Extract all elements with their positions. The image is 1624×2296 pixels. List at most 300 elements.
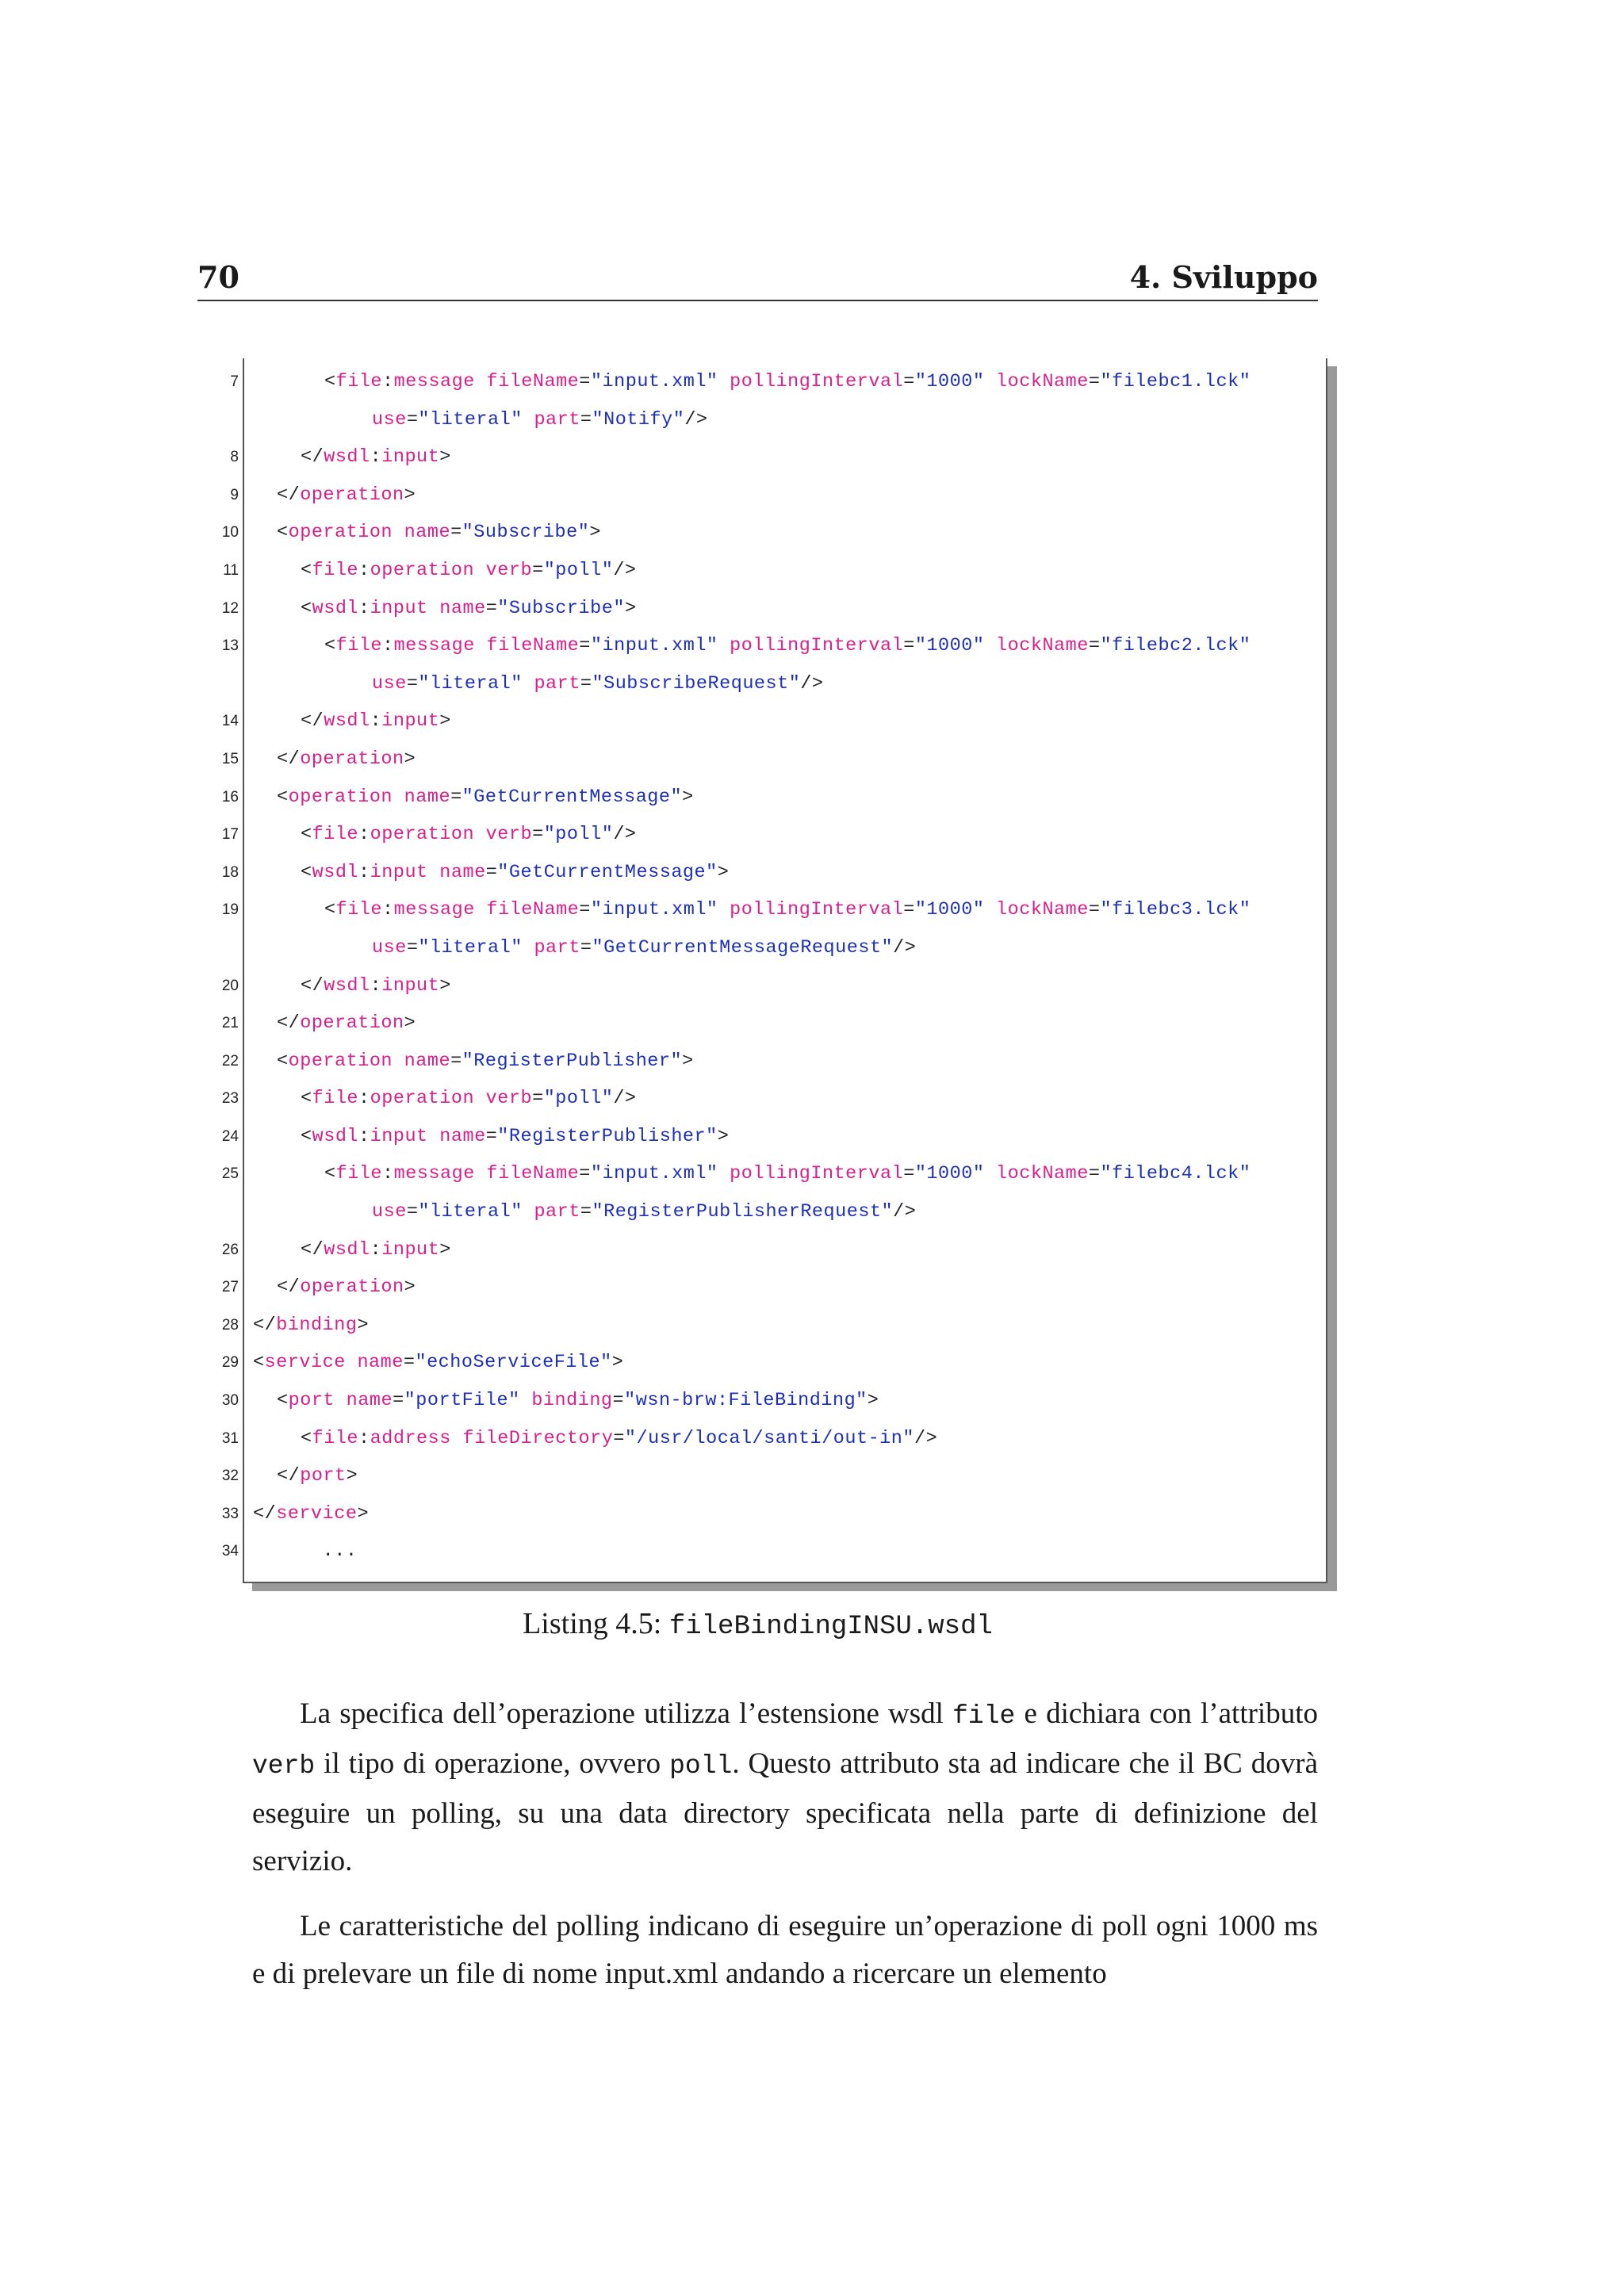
code-punct: ... [253,1540,358,1563]
code-text [301,438,451,476]
code-punct: = [903,899,915,921]
code-punct: = [579,1163,591,1185]
code-string: "poll" [543,824,614,846]
code-punct: < [253,1352,265,1374]
code-punct: </ [277,1012,301,1035]
code-punct: : [358,1427,370,1449]
code-keyword: verb [485,1088,533,1110]
listing-caption [197,1601,1318,1649]
code-line [197,590,1323,628]
code-punct: = [485,1125,498,1147]
code-punct: > [589,522,601,544]
code-keyword: operation [288,522,393,544]
code-keyword: name [404,786,451,808]
code-punct [393,522,404,543]
code-keyword: input [381,710,440,733]
code-punct [984,899,996,920]
code-text [301,590,637,628]
code-line [197,929,1323,967]
code-keyword: binding [531,1390,613,1412]
code-punct: > [717,1125,730,1147]
code-text [277,1382,879,1420]
code-punct [474,560,486,581]
code-punct [523,937,534,959]
code-text [301,702,451,740]
code-line [197,1344,1323,1382]
code-punct [984,371,996,392]
code-punct: /> [914,1427,938,1449]
line-number: 9 [230,486,239,503]
code-text [277,1004,416,1043]
code-punct: = [532,1088,544,1110]
code-text [372,665,824,703]
code-keyword: input [370,861,428,883]
code-punct: > [624,597,637,619]
line-number: 18 [221,863,239,881]
code-text [277,1043,694,1081]
code-text [301,967,451,1005]
code-punct: = [406,936,419,959]
paragraph-2: Le caratteristiche del polling indicano di eseguire un’operazione di poll ogni 1000 ms e di prelevare un file di nome input.xml andando a ricercare un elemento [252,1910,1318,1990]
code-punct [475,1163,487,1184]
code-string: "filebc3.lck" [1100,899,1251,921]
code-keyword: use [372,1201,407,1223]
code-punct [520,1390,532,1411]
code-keyword: fileName [486,1163,580,1185]
code-string: "filebc1.lck" [1100,371,1251,392]
code-string: "input.xml" [590,899,718,921]
code-keyword: fileName [486,635,580,657]
line-number: 22 [221,1052,239,1070]
caption-prefix: Listing 4.5: [523,1607,669,1640]
code-punct: = [1088,371,1101,392]
line-number: 15 [221,750,239,767]
code-punct [475,371,487,392]
code-keyword: file [335,635,383,657]
code-keyword: file [312,824,359,846]
code-keyword: fileDirectory [462,1427,614,1449]
code-punct: = [580,672,592,695]
code-punct: = [393,1390,404,1412]
code-string: "wsn-brw:FileBinding" [624,1390,868,1412]
caption-filename: fileBindingINSU.wsdl [668,1612,993,1642]
code-keyword: port [288,1390,335,1412]
line-number: 34 [221,1543,239,1560]
code-keyword: wsdl [324,1238,370,1261]
code-text [372,401,708,439]
code-keyword: part [534,1201,580,1223]
code-string: "input.xml" [590,635,718,657]
code-keyword: fileName [486,371,580,392]
code-line [197,1533,1323,1571]
code-string: "GetCurrentMessage" [497,861,718,883]
code-keyword: wsdl [312,597,359,619]
code-punct: > [439,446,451,469]
code-string: "1000" [914,1163,985,1185]
code-punct: /> [613,824,637,846]
code-punct: : [358,559,370,581]
code-line [197,1457,1323,1495]
code-text [324,363,1251,401]
line-number: 32 [221,1468,239,1485]
code-line [197,514,1323,552]
code-text [277,514,601,552]
code-string: "literal" [418,936,523,959]
code-keyword: input [370,1125,428,1147]
code-punct [523,409,534,430]
code-punct: = [406,672,419,695]
code-punct [474,824,486,845]
code-string: "filebc4.lck" [1100,1163,1251,1185]
code-punct: = [613,1427,625,1449]
line-number: 31 [221,1429,239,1447]
code-punct: < [324,899,336,921]
code-punct: /> [893,936,917,959]
code-punct: /> [613,1088,637,1110]
code-punct: > [404,484,416,506]
code-punct: </ [253,1502,277,1525]
line-number: 28 [221,1316,239,1334]
code-punct: > [404,1012,416,1035]
code-punct: > [717,861,730,883]
code-line [197,1118,1323,1156]
code-keyword: lockName [996,899,1089,921]
page-number: 70 [197,259,239,295]
code-text [253,1495,369,1533]
code-punct [718,635,730,656]
code-punct: < [301,1427,312,1449]
code-string: "literal" [418,672,523,695]
code-punct: = [580,936,592,959]
code-keyword: wsdl [312,861,359,883]
code-punct: > [682,786,694,808]
code-punct [523,1201,534,1223]
code-text [301,1080,637,1118]
code-line [197,779,1323,817]
code-punct: = [403,1352,416,1374]
code-punct: = [579,635,591,657]
p1-text-2: e dichiara con l’attributo [1015,1697,1318,1730]
code-punct: = [612,1390,625,1412]
code-keyword: verb [485,559,533,581]
code-punct: : [358,1088,370,1110]
code-text [253,1533,357,1571]
code-string: "literal" [418,408,523,430]
code-text [324,891,1251,929]
code-line [197,401,1323,439]
code-keyword: part [534,408,580,430]
code-punct [428,1126,440,1147]
code-text [301,1420,937,1458]
code-text [372,929,916,967]
code-keyword: message [393,899,475,921]
code-keyword: operation [288,786,393,808]
code-string: "RegisterPublisher" [462,1050,683,1072]
code-keyword: lockName [996,635,1089,657]
code-punct: </ [253,1314,277,1336]
code-keyword: file [312,559,359,581]
code-punct [393,786,404,808]
code-punct: : [370,974,382,997]
code-punct: < [277,1050,289,1072]
code-keyword: use [372,672,407,695]
code-string: "Notify" [592,408,685,430]
line-number: 11 [223,561,239,579]
code-keyword: operation [370,1088,475,1110]
code-string: "filebc2.lck" [1100,635,1251,657]
code-line [197,1382,1323,1420]
code-punct: > [404,1276,416,1299]
code-text [277,1457,358,1495]
code-punct: = [532,559,544,581]
code-punct: < [324,371,336,392]
code-keyword: address [370,1427,451,1449]
code-string: "echoServiceFile" [415,1352,612,1374]
running-header [197,255,1318,301]
code-keyword: wsdl [324,446,370,469]
code-punct: : [382,635,394,657]
code-keyword: name [439,1125,486,1147]
code-punct: < [301,1088,312,1110]
code-punct: = [406,408,419,430]
code-punct [335,1390,347,1411]
code-string: "1000" [914,635,985,657]
line-number: 25 [221,1165,239,1183]
p1-code-poll: poll [669,1751,733,1781]
code-punct: = [1088,1163,1101,1185]
code-keyword: operation [300,748,404,770]
code-keyword: port [300,1465,347,1487]
code-punct: > [439,1238,451,1261]
code-punct: < [301,597,312,619]
code-punct: : [382,1163,394,1185]
code-line [197,627,1323,665]
code-punct: < [301,1125,312,1147]
code-keyword: operation [288,1050,393,1072]
code-punct [428,598,440,619]
code-keyword: lockName [996,1163,1089,1185]
line-number: 33 [221,1505,239,1522]
code-string: "Subscribe" [462,522,590,544]
code-punct: = [903,635,915,657]
code-line [197,1269,1323,1307]
code-punct: < [277,522,289,544]
code-text [372,1193,916,1231]
code-keyword: file [335,899,383,921]
code-keyword: input [381,974,440,997]
code-punct: : [358,861,370,883]
code-line [197,665,1323,703]
code-line [197,1080,1323,1118]
line-number: 19 [221,901,239,919]
code-keyword: name [404,1050,451,1072]
code-keyword: part [534,936,580,959]
code-punct: = [580,1201,592,1223]
code-string: "RegisterPublisherRequest" [592,1201,894,1223]
code-text [301,552,637,590]
code-punct: = [903,371,915,392]
line-number: 14 [221,713,239,730]
code-punct [475,635,487,656]
code-string: "/usr/local/santi/out-in" [624,1427,914,1449]
code-punct: > [611,1352,624,1374]
code-string: "1000" [914,371,985,392]
code-punct: = [579,371,591,392]
code-punct: : [358,824,370,846]
p1-code-verb: verb [252,1751,316,1781]
line-number: 29 [221,1354,239,1372]
code-line [197,1043,1323,1081]
code-line [197,967,1323,1005]
code-punct: > [346,1465,358,1487]
paragraph-1 [252,1690,1318,1885]
code-keyword: input [370,597,428,619]
code-punct: > [439,974,451,997]
code-punct: > [682,1050,694,1072]
code-line [197,1004,1323,1043]
code-punct: = [485,597,498,619]
code-punct: > [439,710,451,733]
code-punct [474,1088,486,1109]
code-string: "1000" [914,899,985,921]
code-punct: = [1088,899,1101,921]
code-keyword: operation [300,484,404,506]
code-keyword: service [276,1502,358,1525]
chapter-title: 4. Sviluppo [1129,259,1318,295]
code-punct: </ [301,710,324,733]
code-line [197,702,1323,740]
code-punct [523,673,534,695]
code-keyword: file [335,371,383,392]
code-keyword: name [404,522,451,544]
code-keyword: use [372,408,407,430]
code-string: "Subscribe" [497,597,625,619]
code-string: "input.xml" [590,371,718,392]
code-keyword: file [312,1088,359,1110]
code-text [324,1155,1251,1193]
code-line [197,1307,1323,1345]
code-punct: < [301,559,312,581]
code-text [277,476,416,515]
line-number: 21 [221,1015,239,1032]
line-number: 16 [221,788,239,806]
code-punct: < [301,824,312,846]
line-number: 13 [221,637,239,655]
code-string: "GetCurrentMessage" [462,786,683,808]
code-string: "SubscribeRequest" [592,672,801,695]
code-keyword: pollingInterval [730,371,904,392]
code-punct: /> [800,672,824,695]
code-string: "poll" [543,1088,614,1110]
code-text [277,779,694,817]
code-text [277,740,416,779]
code-keyword: name [357,1352,404,1374]
line-number: 8 [230,449,239,466]
code-punct: = [450,522,462,544]
code-line [197,740,1323,779]
code-keyword: verb [485,824,533,846]
code-text [301,1231,451,1269]
code-keyword: wsdl [324,974,370,997]
code-punct: : [358,1125,370,1147]
line-number: 12 [221,599,239,617]
code-keyword: pollingInterval [730,635,904,657]
p1-text-3: il tipo di operazione, ovvero [315,1747,670,1780]
code-punct [984,1163,996,1184]
code-punct: </ [301,446,324,469]
code-punct: = [1088,635,1101,657]
code-punct [346,1352,358,1373]
code-text [277,1269,416,1307]
code-punct [393,1050,404,1072]
line-number: 20 [221,977,239,994]
code-line [197,1495,1323,1533]
line-number: 30 [221,1392,239,1410]
code-punct: </ [277,1276,301,1299]
code-string: "RegisterPublisher" [497,1125,718,1147]
code-keyword: pollingInterval [730,1163,904,1185]
code-punct [428,862,440,883]
code-punct [984,635,996,656]
code-keyword: lockName [996,371,1089,392]
code-punct: < [324,635,336,657]
code-text [301,816,637,854]
code-punct: /> [893,1201,917,1223]
code-punct: < [301,861,312,883]
code-punct: : [370,1238,382,1261]
code-line [197,438,1323,476]
code-punct: = [532,824,544,846]
code-keyword: binding [276,1314,358,1336]
line-number: 26 [221,1241,239,1258]
line-number: 23 [221,1090,239,1108]
code-string: "literal" [418,1201,523,1223]
code-punct: : [382,899,394,921]
code-keyword: file [335,1163,383,1185]
code-text [253,1344,623,1382]
code-keyword: service [264,1352,346,1374]
code-keyword: message [393,1163,475,1185]
line-number: 17 [221,826,239,844]
code-punct: = [580,408,592,430]
code-punct: > [867,1390,879,1412]
code-punct: /> [684,408,708,430]
line-number: 7 [230,373,239,390]
code-text [301,1118,729,1156]
code-punct: : [382,371,394,392]
p1-code-file: file [952,1701,1016,1731]
code-keyword: wsdl [324,710,370,733]
code-punct: </ [301,974,324,997]
code-keyword: input [381,1238,440,1261]
code-punct: : [370,710,382,733]
code-punct: </ [277,484,301,506]
code-punct: = [406,1201,419,1223]
code-line [197,891,1323,929]
code-text [253,1307,369,1345]
code-text [301,854,729,892]
p1-text-4: . Questo attributo sta ad indicare che il BC dovrà eseguire un polling, su una data directory specificata nella parte di definizione del servizio. [252,1747,1318,1877]
code-line [197,1193,1323,1231]
code-string: "GetCurrentMessageRequest" [592,936,894,959]
code-line [197,816,1323,854]
code-punct: < [277,1390,289,1412]
code-line [197,552,1323,590]
code-keyword: pollingInterval [730,899,904,921]
code-punct [718,1163,730,1184]
code-keyword: message [393,635,475,657]
code-line [197,1420,1323,1458]
